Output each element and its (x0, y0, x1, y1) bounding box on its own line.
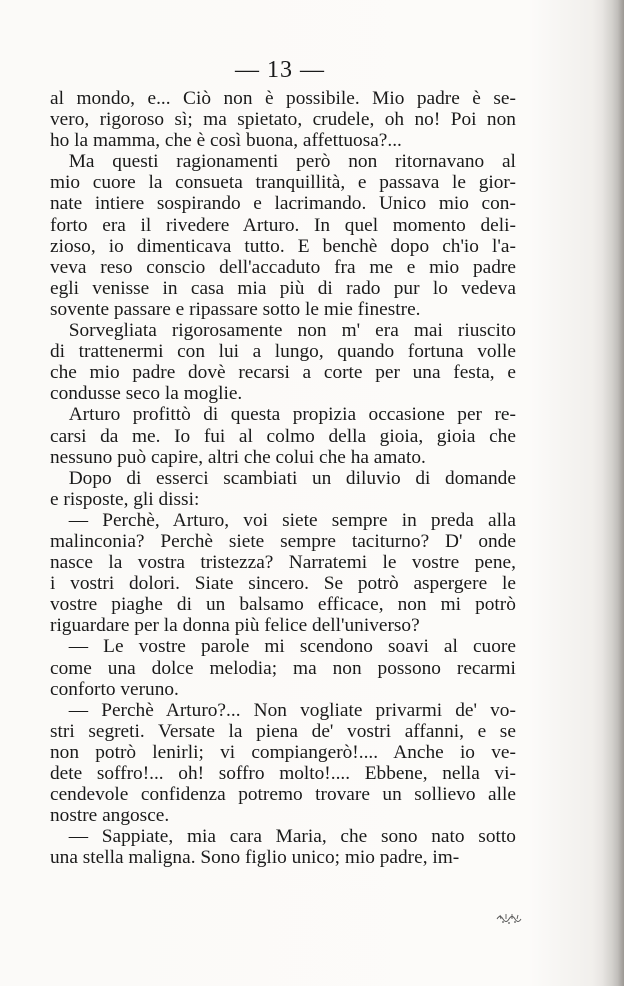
text-line: carsi da me. Io fui al colmo della gioia, gioia che (50, 425, 516, 447)
text-line: — Perchè Arturo?... Non vogliate privarmi de' vo- (68, 699, 516, 721)
text-line: dete soffro!... oh! soffro molto!.... Ebbene, nella vi- (50, 763, 516, 784)
text-line: veva reso conscio dell'accaduto fra me e mio padre (50, 256, 516, 278)
text-line: condusse seco la moglie. (50, 383, 243, 405)
text-line: — Sappiate, mia cara Maria, che sono nato sotto (68, 826, 516, 848)
text-line: Sorvegliata rigorosamente non m' era mai riuscito (68, 320, 516, 342)
body-text (50, 88, 516, 868)
text-line: vero, rigoroso sì; ma spietato, crudele, oh no! Poi non (50, 109, 516, 131)
text-line: mio cuore la consueta tranquillità, e passava le gior- (50, 172, 516, 194)
text-line: zioso, io dimenticava tutto. E benchè dopo ch'io l'a- (50, 235, 516, 257)
text-line: di trattenermi con lui a lungo, quando fortuna volle (50, 341, 516, 363)
text-line: i vostri dolori. Siate sincero. Se potrò aspergere le (50, 573, 516, 595)
text-line: — Le vostre parole mi scendono soavi al cuore (68, 636, 516, 658)
text-line: cendevole confidenza potremo trovare un sollievo alle (50, 784, 516, 806)
text-line: nate intiere sospirando e lacrimando. Unico mio con- (50, 193, 516, 215)
text-line: nostre angosce. (50, 805, 170, 827)
text-line: Arturo profittò di questa propizia occasione per re- (68, 404, 516, 426)
text-line: che mio padre dovè recarsi a corte per una festa, e (50, 362, 516, 384)
text-line: non potrò lenirli; vi compiangerò!.... Anche io ve- (50, 741, 516, 763)
text-line: Ma questi ragionamenti però non ritornavano al (68, 151, 516, 173)
text-line: — Perchè, Arturo, voi siete sempre in preda alla (68, 509, 516, 531)
text-line: stri segreti. Versate la piena de' vostri affanni, e se (50, 720, 516, 742)
text-line: Dopo di esserci scambiati un diluvio di domande (68, 467, 516, 489)
text-line: vostre piaghe di un balsamo efficace, non mi potrò (50, 594, 516, 616)
text-line: ho la mamma, che è così buona, affettuosa?... (50, 130, 402, 152)
text-line: riguardare per la donna più felice dell'universo? (50, 615, 420, 637)
text-line: malinconia? Perchè siete sempre taciturno? D' onde (50, 530, 516, 552)
page-number: — 13 — (235, 57, 325, 83)
text-line: e risposte, gli dissi: (50, 488, 200, 510)
text-line: come una dolce melodia; ma non possono recarmi (50, 657, 516, 679)
text-line: al mondo, e... Ciò non è possibile. Mio padre è se- (50, 88, 516, 109)
printer-ornament-mark (494, 908, 524, 926)
text-line: conforto veruno. (50, 678, 179, 700)
text-line: sovente passare e ripassare sotto le mie finestre. (50, 298, 421, 320)
text-line: forto era il rivedere Arturo. In quel momento deli- (50, 214, 516, 236)
text-line: nasce la vostra tristezza? Narratemi le vostre pene, (50, 552, 516, 574)
text-line: una stella maligna. Sono figlio unico; mio padre, im- (50, 847, 460, 869)
spine-shadow (602, 0, 624, 986)
text-line: egli venisse in casa mia più di rado pur lo vedeva (50, 277, 516, 299)
text-line: nessuno può capire, altri che colui che ha amato. (50, 446, 426, 468)
